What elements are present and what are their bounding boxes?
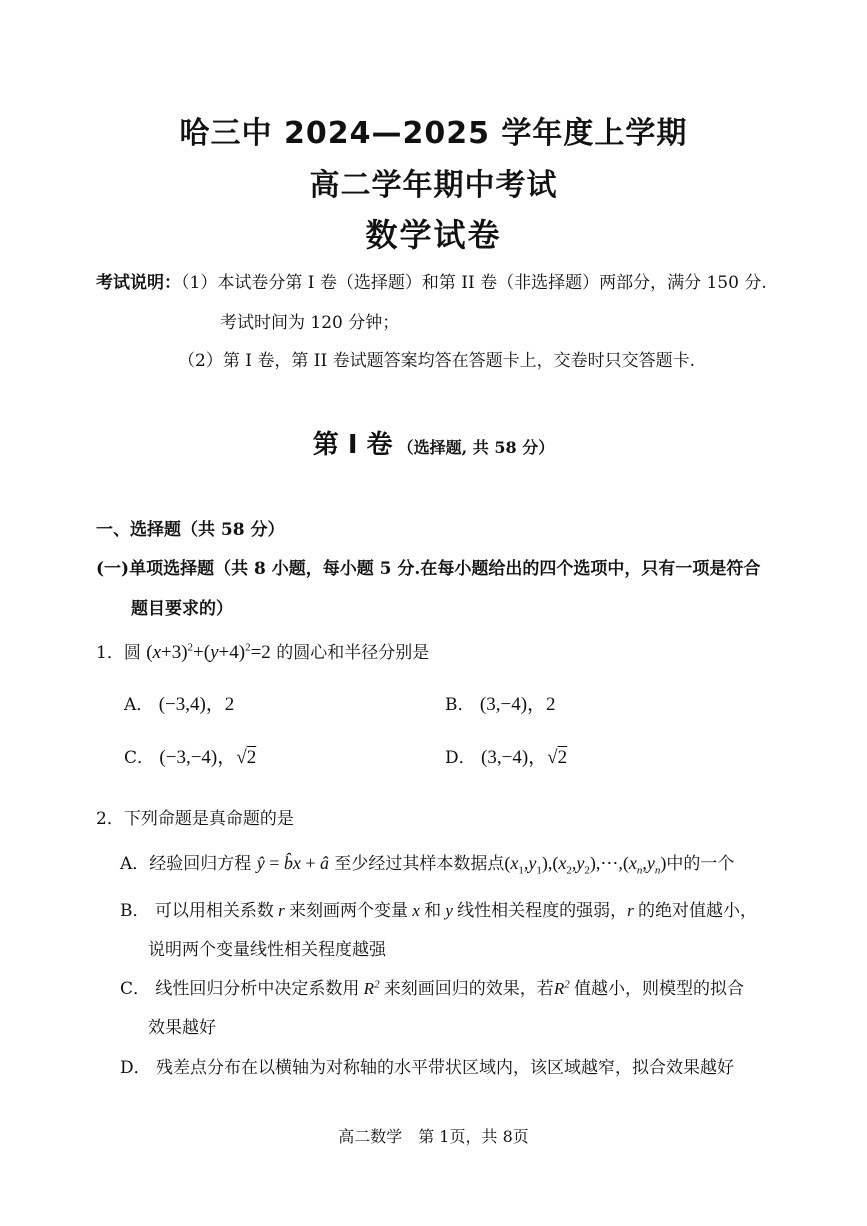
option-text: 和 <box>424 901 442 921</box>
q2-option-a <box>120 849 734 877</box>
option-label: D． <box>120 1058 151 1078</box>
option-text: 的绝对值越小， <box>638 901 757 921</box>
q2-option-b <box>120 896 757 921</box>
var-y: y <box>441 901 458 920</box>
option-value: (3,−4)，2 <box>479 694 556 715</box>
instructions-item1: （1）本试卷分第 I 卷（选择题）和第 II 卷（非选择题）两部分，满分 150 分. <box>181 273 767 293</box>
page-footer: 高二数学 第 1页，共 8页 <box>338 1127 529 1146</box>
option-text: 来刻画回归的效果，若 <box>383 979 554 999</box>
question-1-number: 1． <box>96 643 124 663</box>
r-squared: $R^2$ <box>553 978 570 998</box>
question-2-number: 2． <box>96 809 124 829</box>
option-value: (−3,4)，2 <box>158 694 235 715</box>
section-title: 第 I 卷 <box>312 430 393 460</box>
section-header <box>0 424 867 461</box>
question-1 <box>96 638 429 664</box>
var-r: r <box>273 901 290 920</box>
question-2-text: 下列命题是真命题的是 <box>123 809 294 829</box>
option-text: 残差点分布在以横轴为对称轴的水平带状区域内，该区域越窄，拟合效果越好 <box>156 1058 735 1078</box>
q1-option-b <box>445 689 556 716</box>
question-1-suffix: 的圆心和半径分别是 <box>276 643 430 663</box>
sample-points: $(x_1,y_1),(x_2,y_2),\cdots,(x_n,y_n)$ <box>504 853 667 877</box>
option-text: 中的一个 <box>666 854 735 874</box>
part-subheading: (一)单项选择题（共 8 小题，每小题 5 分.在每小题给出的四个选项中，只有一项是符合 <box>96 559 761 579</box>
option-text: 可以用相关系数 <box>154 901 274 921</box>
q2-option-b-cont: 说明两个变量线性相关程度越强 <box>148 940 386 960</box>
sqrt-2: √2 <box>236 747 257 768</box>
option-label: B． <box>445 695 475 715</box>
part-heading: 一、选择题（共 58 分） <box>96 520 285 540</box>
part-subheading-cont: 题目要求的） <box>131 599 233 619</box>
option-value: (3,−4)， <box>481 747 548 768</box>
q2-option-c <box>120 974 744 999</box>
regression-equation: ŷ = b̂x + â <box>256 853 329 873</box>
option-text: 经验回归方程 <box>149 854 252 874</box>
var-x: x <box>408 901 425 920</box>
option-text: 值越小，则模型的拟合 <box>573 979 744 999</box>
instructions-label: 考试说明： <box>96 273 181 293</box>
option-value: (−3,−4)， <box>159 747 237 768</box>
question-1-prefix: 圆 <box>123 643 141 663</box>
option-label: C． <box>120 979 151 999</box>
option-label: A． <box>120 854 150 874</box>
circle-equation: $(x+3)^2+(y+4)^2=2$ <box>146 641 271 663</box>
option-text: 线性相关程度的强弱， <box>457 901 628 921</box>
option-label: B． <box>120 901 150 921</box>
section-subtitle: （选择题, 共 58 分） <box>397 438 555 457</box>
q1-option-d <box>445 742 567 769</box>
q1-option-a <box>124 689 234 716</box>
exam-school-title: 哈三中 2024—2025 学年度上学期 <box>179 116 688 151</box>
exam-name-title: 高二学年期中考试 <box>309 168 558 203</box>
instructions-item2: （2）第 I 卷，第 II 卷试题答案均答在答题卡上，交卷时只交答题卡. <box>178 351 695 371</box>
question-2 <box>96 804 294 829</box>
instructions-item1-cont: 考试时间为 120 分钟； <box>220 313 400 333</box>
instructions-line1 <box>96 268 767 293</box>
q2-option-d <box>120 1053 734 1078</box>
option-label: D． <box>445 748 476 768</box>
subject-title: 数学试卷 <box>365 216 502 254</box>
var-r: r <box>627 901 638 920</box>
r-squared: $R^2$ <box>359 978 380 998</box>
option-label: C． <box>124 748 155 768</box>
option-text: 线性回归分析中决定系数用 <box>155 979 360 999</box>
option-text: 来刻画两个变量 <box>289 901 409 921</box>
q1-option-c <box>124 742 256 769</box>
sqrt-2: √2 <box>547 747 568 768</box>
option-label: A． <box>124 695 154 715</box>
option-text: 至少经过其样本数据点 <box>334 854 505 874</box>
q2-option-c-cont: 效果越好 <box>148 1018 216 1038</box>
